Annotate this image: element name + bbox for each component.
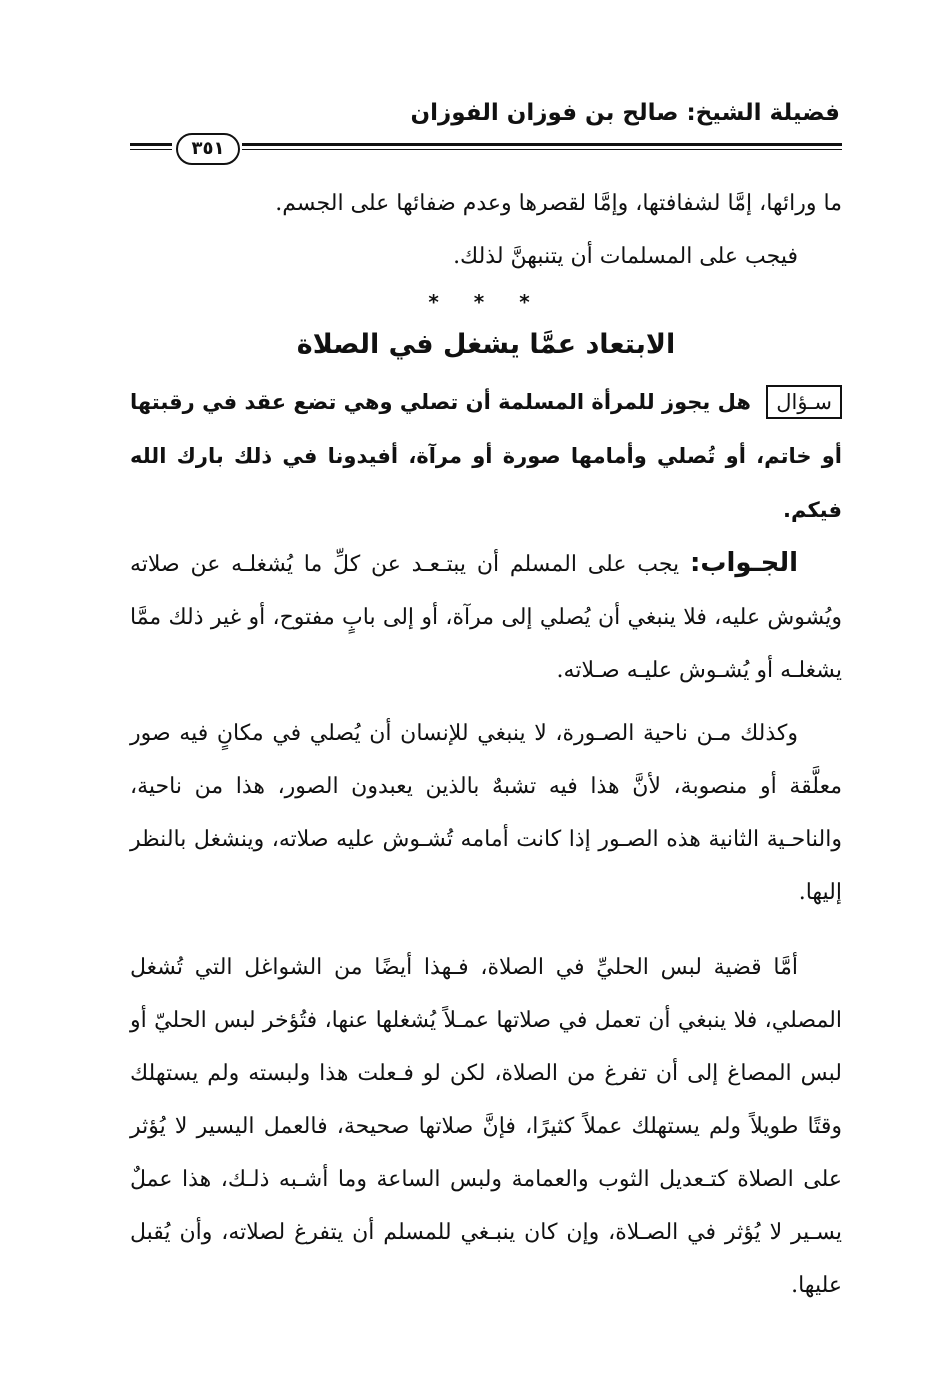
header-rule	[130, 133, 842, 163]
section-separator: * * *	[428, 290, 544, 314]
question-paragraph	[130, 375, 842, 537]
question-text: هل يجوز للمرأة المسلمة أن تصلي وهي تضع عقد في رقبتها أو خاتم، أو تُصلي وأمامها صورة أو مرآة، أفيدونا في ذلك بارك الله فيكم.	[130, 390, 842, 522]
running-header-title: فضيلة الشيخ: صالح بن فوزان الفوزان	[410, 100, 840, 126]
intro-paragraph-1: ما ورائها، إمَّا لشفافتها، وإمَّا لقصرها وعدم ضفائها على الجسم.	[275, 191, 842, 216]
answer-paragraph-2: وكذلك مـن ناحية الصـورة، لا ينبغي للإنسان أن يُصلي في مكانٍ فيه صور معلَّقة أو منصوبة، لأنَّ هذا فيه تشبهٌ بالذين يعبدون الصور، هذا من ناحية، والناحـية الثانية هذه الصـور إذا كانت أمامه تُشـوش عليه صلاته، وينشغل بالنظر إليها.	[130, 721, 842, 905]
intro-paragraph-2: فيجب على المسلمات أن يتنبهنَّ لذلك.	[453, 244, 798, 269]
answer-text-1: يجب على المسلم أن يبتـعـد عن كلِّ ما يُشغلـه عن صلاته ويُشوش عليه، فلا ينبغي أن يُصلي إلى مرآة، أو إلى بابٍ مفتوح، أو غير ذلك ممَّا يشغلـه أو يُشـوش عليـه صـلاته.	[130, 552, 842, 683]
question-label: سـؤال	[766, 385, 842, 419]
header-rule-left	[130, 143, 172, 150]
section-heading: الابتعاد عمَّا يشغل في الصلاة	[296, 329, 676, 360]
book-page	[130, 95, 842, 1312]
answer-label: الجـواب:	[689, 548, 798, 578]
header-rule-right	[242, 143, 842, 150]
answer-paragraph-3: أمَّا قضية لبس الحليِّ في الصلاة، فـهذا أيضًا من الشواغل التي تُشغل المصلي، فلا ينبغي أن تعمل في صلاتها عمـلاً يُشغلها عنها، فتُؤخر لبس الحليّ أو لبس المصاغ إلى أن تفرغ من الصلاة، لكن لو فـعلت هذا ولبسته ولم يستهلك وقتًا طويلاً ولم يستهلك عملاً كثيرًا، فإنَّ صلاتها صحيحة، فالعمل اليسير لا يُؤثر على الصلاة كتـعديل الثوب والعمامة ولبس الساعة وما أشـبه ذلـك، هذا عملٌ يسـير لا يُؤثر في الصـلاة، وإن كان ينبـغي للمسلم أن يتفرغ لصلاته، وأن يُقبل عليها.	[130, 955, 842, 1298]
page-number-badge: ٣٥١	[176, 133, 240, 165]
answer-paragraph-1	[130, 537, 842, 697]
